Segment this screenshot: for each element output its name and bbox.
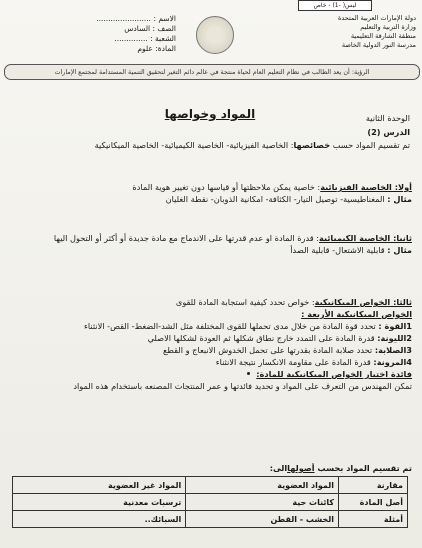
table-row <box>13 494 408 511</box>
table-cell: أصل المادة <box>339 494 408 511</box>
four-properties-heading: الخواص الميكانيكية الأربعة : <box>301 309 412 319</box>
table-cell: المواد غير العضوية <box>13 477 186 494</box>
origin-heading: تم تقسيم المواد بحسب أصولهاالى: <box>269 463 412 473</box>
property-item: 3الصلابة: تحدد صلابة المادة بقدرتها على تحمل الخدوش الانبعاج و القطع <box>163 345 412 355</box>
org-line: منطقة الشارقة التعليمية <box>350 32 416 40</box>
mechanical-property-section: ثالثا: الخواص الميكانيكية: خواص تحدد كيفية استجابة المادة للقوى الخواص الميكانيكية الأربعة : 1القوة : تحدد قوة المادة من خلال مدى تحملها للقوى المختلفة مثل الشد-الضغط- القص- الانثناء 2الليونة: قدرة المادة على التمدد خارج نطاق شكلها ثم العودة لشكلها الاصلي 3الصلابة: تحدد صلابة المادة بقدرتها على تحمل الخدوش الانبعاج و القطع 4المرونة: قدرة المادة على مقاومة الانكسار نتيجة الانثناء فائدة اختبار الخواص الميكانيكية للمادة: تمكن المهندس من التعرف على المواد و تحديد فائدتها و عمر المنتجات المصنعه باستخدام هذه المواد <box>12 296 412 392</box>
table-cell: أمثلة <box>339 511 408 528</box>
property-item: 2الليونة: قدرة المادة على التمدد خارج نطاق شكلها ثم العودة لشكلها الاصلي <box>147 333 412 343</box>
org-line: وزارة التربية والتعليم <box>360 23 416 31</box>
school-logo-icon <box>196 16 234 54</box>
intro-paragraph: تم تقسيم المواد حسب خصائصها: الخاصية الفيزيائية- الخاصية الكيميائية- الخاصية الميكانيكية <box>94 140 410 150</box>
table-row <box>13 511 408 528</box>
comparison-table <box>12 476 408 528</box>
table-cell: مقارنة <box>339 477 408 494</box>
table-cell: الخشب - القطن <box>186 511 339 528</box>
name-label: الاسم : ....................... <box>96 14 176 23</box>
org-line: مدرسة النور الدولية الخاصة <box>341 41 416 49</box>
subject-label: المادة: علوم <box>137 44 176 53</box>
property-item: 4المرونة: قدرة المادة على مقاومة الانكسار نتيجة الانثناء <box>215 357 412 367</box>
physical-property-section: أولا: الخاصية الفيزيائية: خاصية يمكن ملاحظتها أو قياسها دون تغيير هوية المادة مثال : المغناطيسية- توصيل التيار- الكثافة- امكانية الذوبان- نقطة الغليان <box>132 182 412 204</box>
chemical-property-heading: ثانيا: الخاصية الكيميائية <box>319 233 412 243</box>
table-cell: السبائك.. <box>13 511 186 528</box>
table-cell: كائنات حية <box>186 494 339 511</box>
benefit-text: تمكن المهندس من التعرف على المواد و تحديد فائدتها و عمر المنتجات المصنعه باستخدام هذه المواد <box>73 381 412 391</box>
section-label: الشعبة : .............. <box>114 34 176 43</box>
page-title: المواد وخواصها <box>164 107 256 121</box>
benefit-heading: فائدة اختبار الخواص الميكانيكية للمادة: <box>256 369 412 379</box>
table-cell: المواد العضوية <box>186 477 339 494</box>
physical-property-heading: أولا: الخاصية الفيزيائية <box>320 182 412 192</box>
vision-banner: الرؤية: أن يعد الطالب في نظام التعليم العام لحياة منتجة في عالم دائم التغير لتحقيق التنمية المستدامة لمجتمع الإمارات <box>4 64 420 80</box>
chemical-property-section: ثانيا: الخاصية الكيميائية: قدرة المادة او عدم قدرتها على الاندماج مع مادة جديدة أو أكثر أو التحول اليها مثال : قابلية الاشتعال- قابلية الصدأ <box>53 233 412 255</box>
property-item: 1القوة : تحدد قوة المادة من خلال مدى تحملها للقوى المختلفة مثل الشد-الضغط- القص- الانثناء <box>84 321 412 331</box>
org-header <box>276 14 416 50</box>
lesson-number: الدرس (2) <box>367 127 410 137</box>
classification-badge: ليس( -1) - خاص <box>298 0 372 11</box>
table-cell: ترسبات معدنية <box>13 494 186 511</box>
unit-label: الوحدة الثانية <box>365 113 410 123</box>
student-info <box>60 14 176 54</box>
mechanical-property-heading: ثالثا: الخواص الميكانيكية <box>314 297 412 307</box>
grade-label: الصف : السادس <box>124 24 176 33</box>
table-row <box>13 477 408 494</box>
org-line: دولة الإمارات العربية المتحدة <box>337 14 416 22</box>
